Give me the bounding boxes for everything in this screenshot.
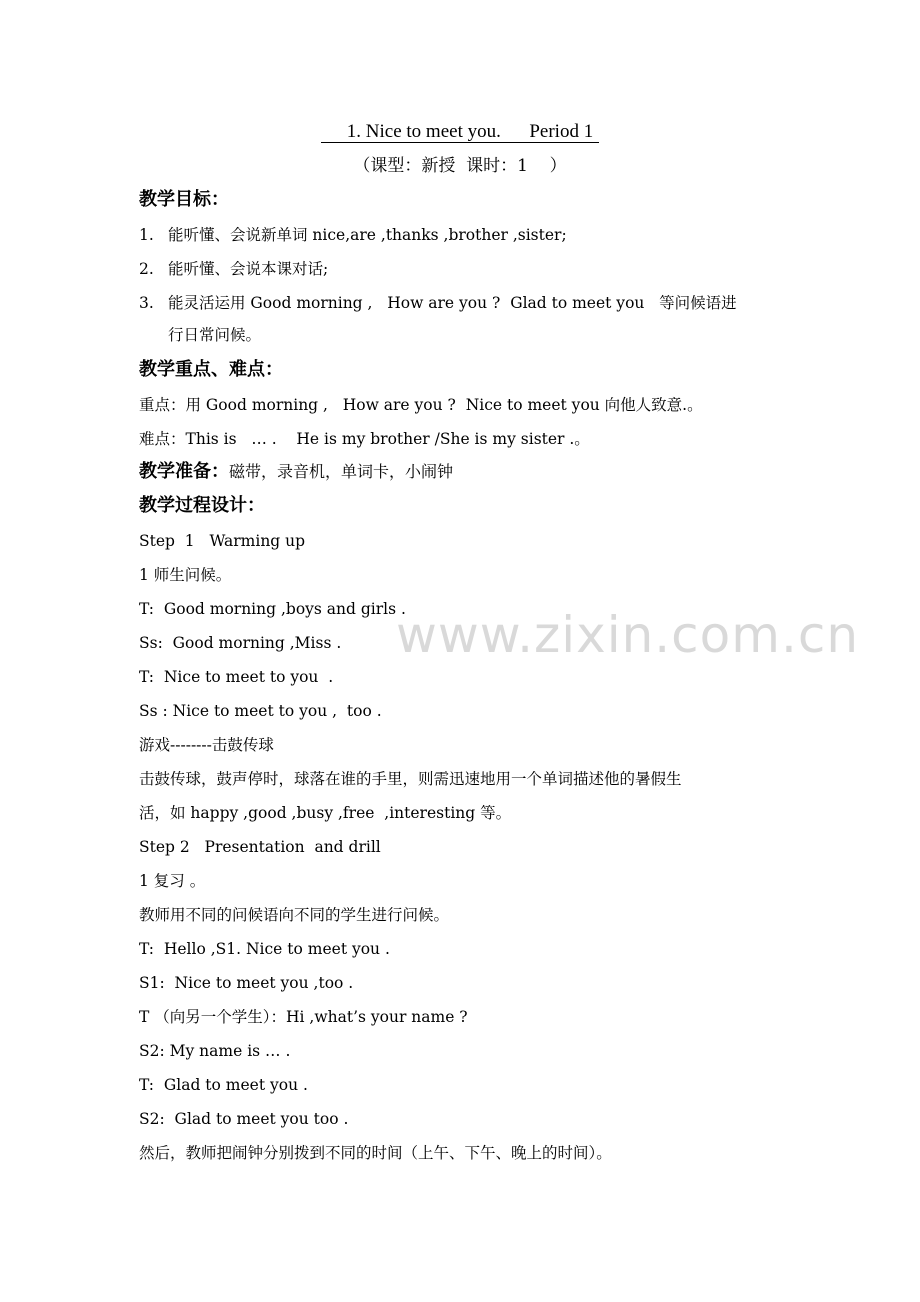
body-line: Ss: Good morning ,Miss . [139, 634, 342, 652]
body-line: 1 复习 。 [139, 872, 206, 890]
body-line: S2: My name is … . [139, 1042, 291, 1060]
body-line: Step 1 Warming up [139, 532, 306, 550]
body-line: 活，如 happy ,good ,busy ,free ,interesting 等。 [139, 804, 512, 822]
body-line: 然后，教师把闹钟分别拨到不同的时间（上午、下午、晚上的时间）。 [139, 1144, 612, 1162]
body-line: 击鼓传球，鼓声停时，球落在谁的手里，则需迅速地用一个单词描述他的暑假生 [139, 770, 682, 788]
objective-continuation: 行日常问候。 [168, 326, 262, 344]
objective-item: 3. 能灵活运用 Good morning , How are you ? Glad to meet you 等问候语进 [139, 294, 737, 312]
objective-item: 2. 能听懂、会说本课对话; [139, 260, 329, 278]
lesson-subtitle: （课型：新授 课时：1 ） [353, 156, 567, 176]
body-line: Step 2 Presentation and drill [139, 838, 381, 856]
lesson-title: 1. Nice to meet you. Period 1 [0, 118, 920, 146]
body-line: T （向另一个学生）：Hi ,what’s your name ? [139, 1008, 468, 1026]
prep-heading: 教学准备：磁带，录音机，单词卡，小闹钟 [139, 461, 454, 482]
watermark: www.zixin.com.cn [396, 606, 860, 664]
body-line: T: Good morning ,boys and girls . [139, 600, 406, 618]
body-line: T: Glad to meet you . [139, 1076, 308, 1094]
objectives-heading: 教学目标： [139, 189, 229, 210]
body-line: Ss : Nice to meet to you , too . [139, 702, 382, 720]
body-line: S1: Nice to meet you ,too . [139, 974, 354, 992]
keypoints-heading: 教学重点、难点： [139, 359, 283, 380]
keypoint-text: 重点：用 Good morning , How are you ? Nice to meet you 向他人致意.。 [139, 396, 703, 414]
body-line: 游戏--------击鼓传球 [139, 736, 274, 754]
process-heading: 教学过程设计： [139, 495, 265, 516]
objective-item: 1. 能听懂、会说新单词 nice,are ,thanks ,brother ,sister; [139, 226, 567, 244]
body-line: 1 师生问候。 [139, 566, 232, 584]
body-line: 教师用不同的问候语向不同的学生进行问候。 [139, 906, 450, 924]
body-line: S2: Glad to meet you too . [139, 1110, 349, 1128]
prep-text: 磁带，录音机，单词卡，小闹钟 [229, 462, 454, 481]
body-line: T: Hello ,S1. Nice to meet you . [139, 940, 390, 958]
difficulty-text: 难点：This is … . He is my brother /She is my sister .。 [139, 430, 590, 448]
body-line: T: Nice to meet to you . [139, 668, 334, 686]
